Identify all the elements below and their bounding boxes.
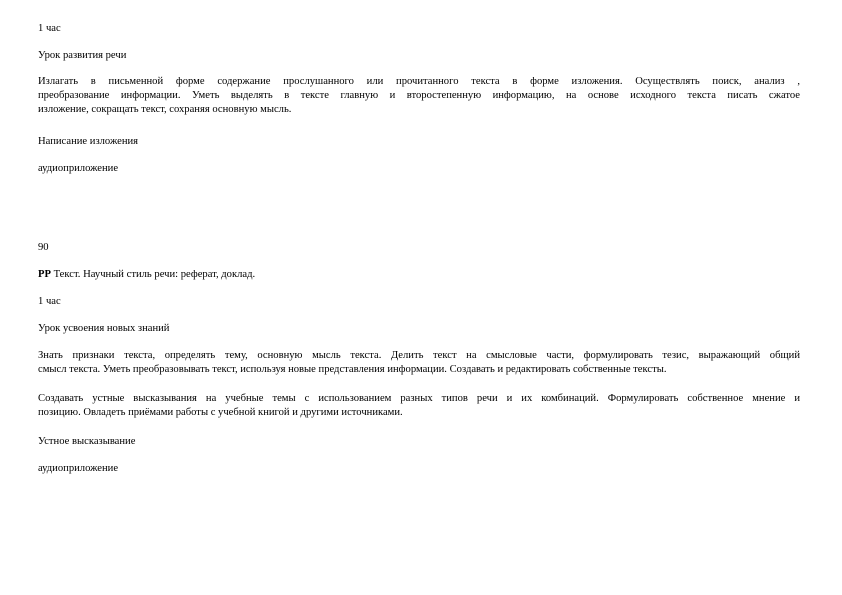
block1-hours: 1 час <box>38 23 61 34</box>
block2-hours: 1 час <box>38 296 61 307</box>
block1-activities-line: преобразование информации. Уметь выделять в тексте главную и второстепенную информацию, на основе исходного текста писать сжатое <box>38 90 800 101</box>
block2-skills-line: Создавать устные высказывания на учебные темы с использованием разных типов речи и их комбинаций. Формулировать собственное мнение и <box>38 393 800 404</box>
block1-resource: аудиоприложение <box>38 163 119 174</box>
block1-activities <box>38 75 800 117</box>
block2-number: 90 <box>38 242 49 253</box>
block1-activities-line: Излагать в письменной форме содержание прослушанного или прочитанного текста в форме изложения. Осуществлять поиск, анализ , <box>38 76 800 87</box>
block2-skills <box>38 392 800 420</box>
block2-lesson-type: Урок усвоения новых знаний <box>38 323 170 334</box>
block2-topic-prefix: РР <box>38 269 51 280</box>
block2-topic-rest: Текст. Научный стиль речи: реферат, доклад. <box>50 269 256 280</box>
block2-skills-line: позицию. Овладеть приёмами работы с учебной книгой и другими источниками. <box>38 407 403 418</box>
block2-resource: аудиоприложение <box>38 463 119 474</box>
block2-activities <box>38 349 800 377</box>
block1-control-form: Написание изложения <box>38 136 139 147</box>
block2-activities-line: Знать признаки текста, определять тему, основную мысль текста. Делить текст на смысловые части, формулировать тезис, выражающий общий <box>38 350 800 361</box>
block2-control-form: Устное высказывание <box>38 436 136 447</box>
block2-activities-line: смысл текста. Уметь преобразовывать текст, используя новые представления информации. Создавать и редактировать собственные тексты. <box>38 364 667 375</box>
block2-topic <box>38 268 255 282</box>
block1-activities-line: изложение, сокращать текст, сохраняя основную мысль. <box>38 104 292 115</box>
block1-lesson-type: Урок развития речи <box>38 50 127 61</box>
